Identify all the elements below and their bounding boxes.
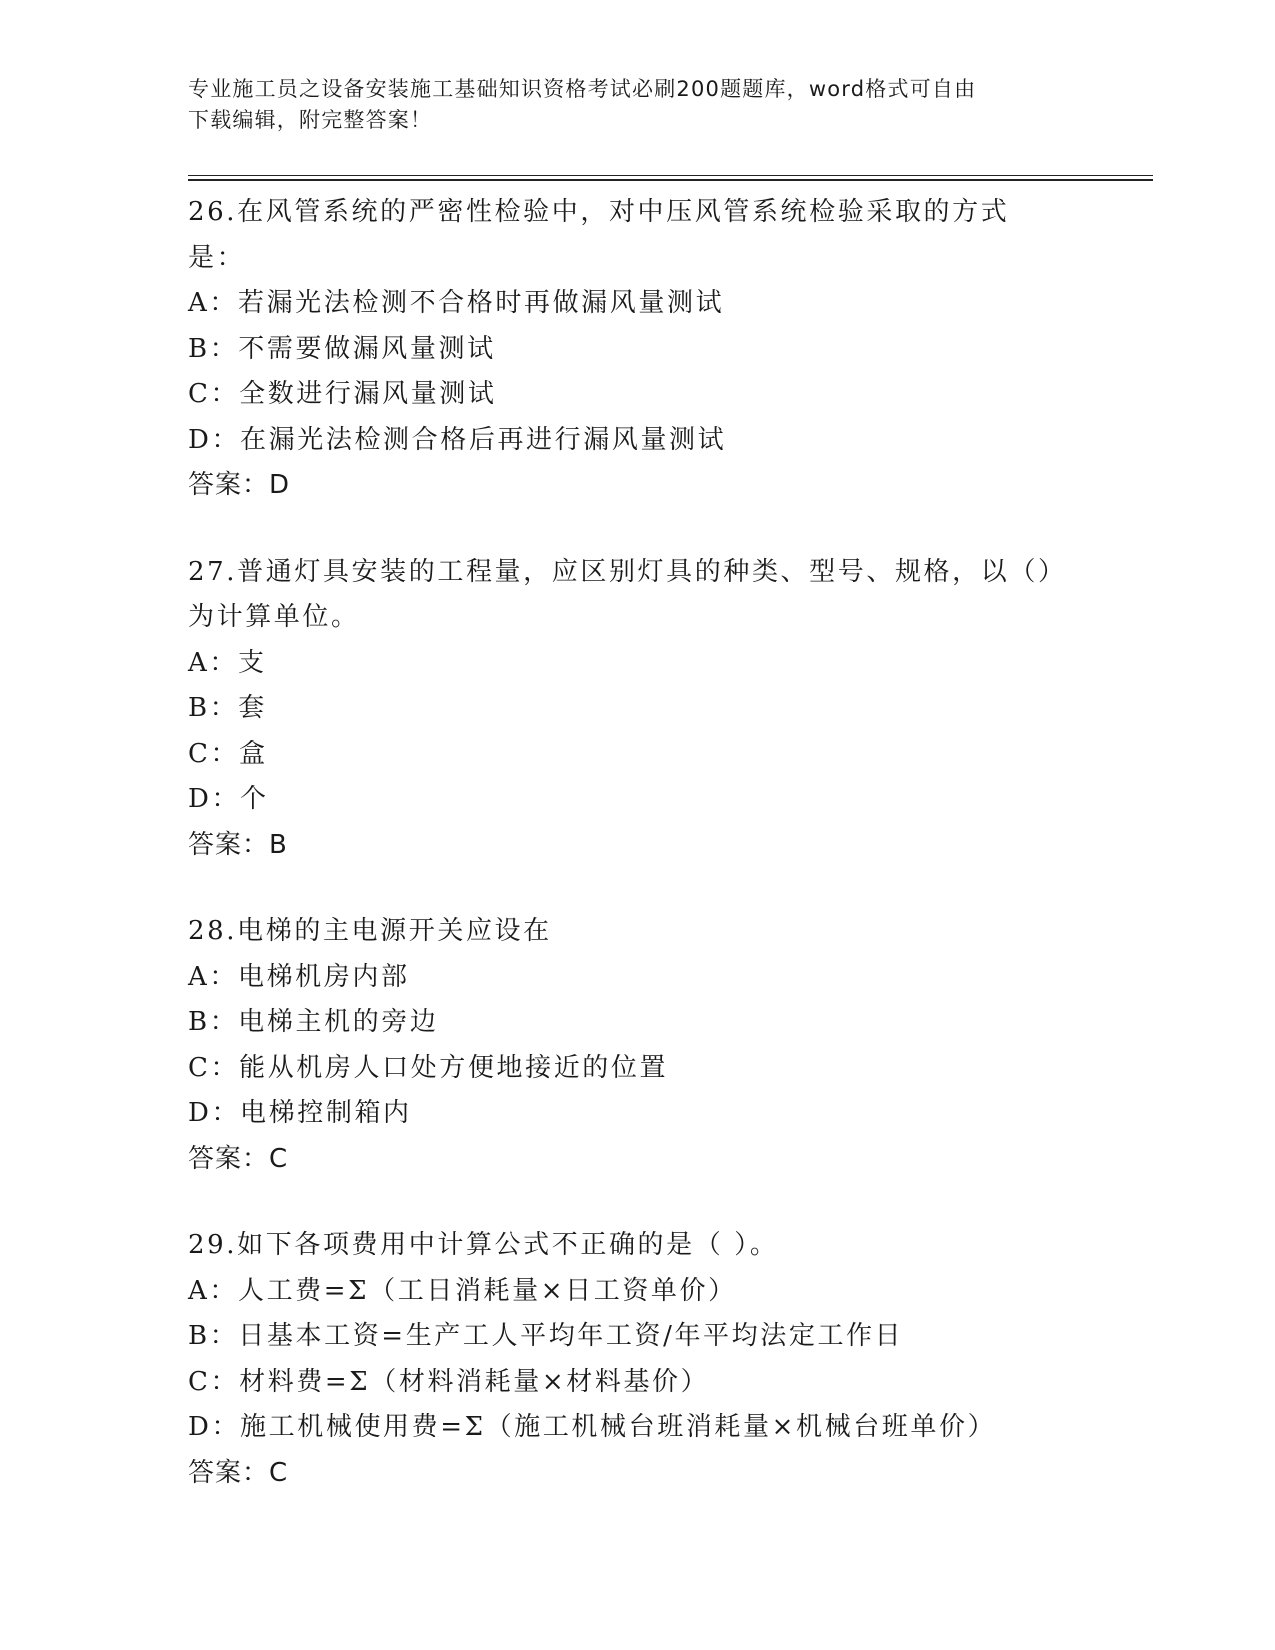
header-line-1: 专业施工员之设备安装施工基础知识资格考试必刷200题题库，word格式可自由 [188, 77, 977, 101]
header-divider-thin [188, 175, 1153, 176]
option-b: B：套 [188, 693, 267, 723]
question-text: 26.在风管系统的严密性检验中，对中压风管系统检验采取的方式是： [188, 197, 1010, 273]
option-c: C：全数进行漏风量测试 [188, 379, 497, 409]
answer: 答案：D [188, 470, 291, 500]
question-28 [188, 909, 1088, 1182]
option-b: B：日基本工资=生产工人平均年工资/年平均法定工作日 [188, 1321, 904, 1351]
question-29 [188, 1223, 1088, 1496]
answer: 答案：C [188, 1143, 289, 1174]
option-d: D：施工机械使用费=Σ（施工机械台班消耗量×机械台班单价） [188, 1412, 997, 1442]
question-text: 29.如下各项费用中计算公式不正确的是（ ）。 [188, 1230, 779, 1260]
question-26 [188, 190, 1088, 509]
option-a: A：支 [188, 647, 267, 678]
option-c: C：能从机房人口处方便地接近的位置 [188, 1052, 669, 1083]
option-a: A：人工费=Σ（工日消耗量×日工资单价） [188, 1275, 737, 1306]
option-c: C：材料费=Σ（材料消耗量×材料基价） [188, 1366, 710, 1397]
answer: 答案：B [188, 829, 288, 860]
option-b: B：电梯主机的旁边 [188, 1007, 439, 1037]
answer: 答案：C [188, 1457, 289, 1488]
question-27 [188, 550, 1088, 869]
question-list [188, 190, 1088, 1537]
option-c: C：盒 [188, 738, 268, 769]
option-d: D：电梯控制箱内 [188, 1098, 412, 1128]
document-header [188, 74, 1068, 136]
option-d: D：个 [188, 784, 269, 814]
header-divider-thick [188, 179, 1153, 181]
question-text: 28.电梯的主电源开关应设在 [188, 916, 552, 946]
option-a: A：若漏光法检测不合格时再做漏风量测试 [188, 288, 725, 318]
header-line-2: 下载编辑，附完整答案！ [188, 108, 433, 132]
option-b: B：不需要做漏风量测试 [188, 333, 496, 364]
question-text: 27.普通灯具安装的工程量，应区别灯具的种类、型号、规格，以（）为计算单位。 [188, 556, 1054, 632]
option-a: A：电梯机房内部 [188, 961, 410, 992]
option-d: D：在漏光法检测合格后再进行漏风量测试 [188, 424, 727, 455]
